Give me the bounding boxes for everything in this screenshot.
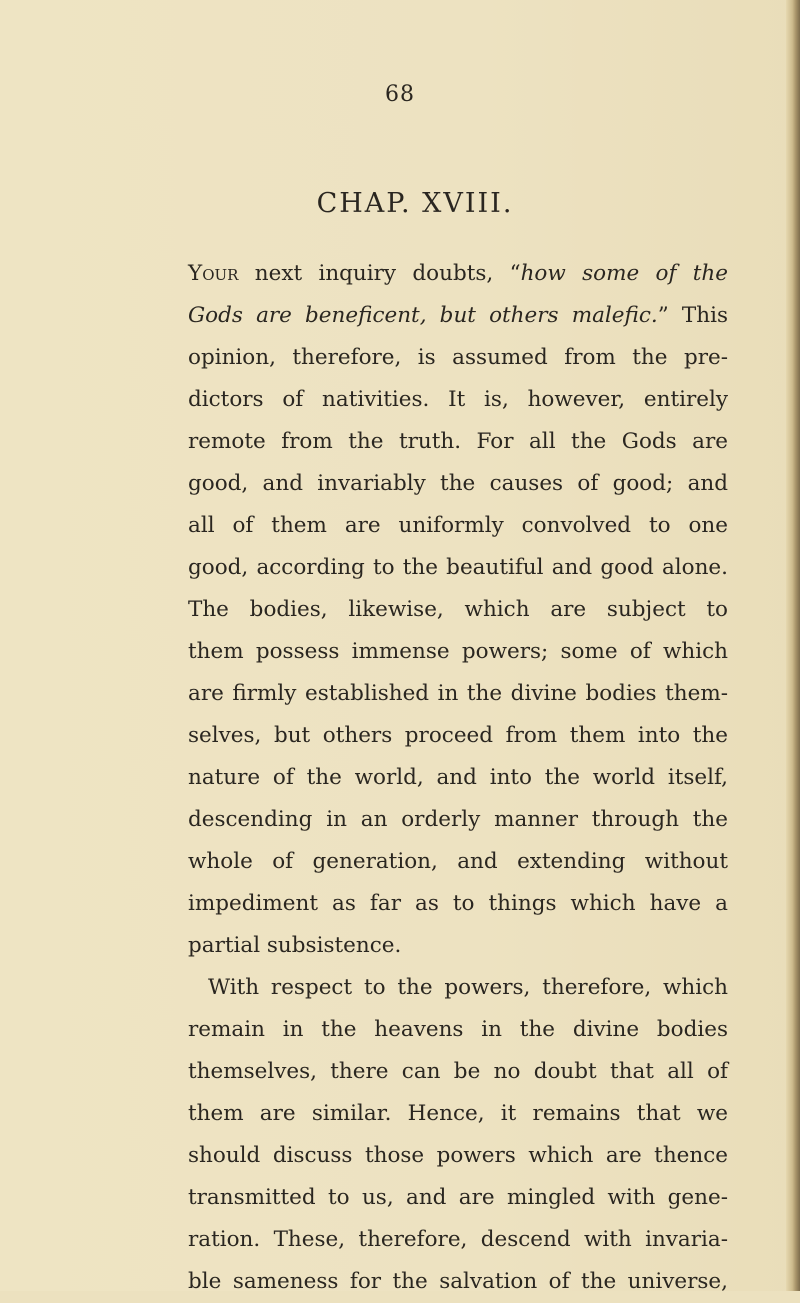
line-text: ” This [657,303,728,328]
text-line: descending in an orderly manner through the [188,807,728,832]
text-line: opinion, therefore, is assumed from the pre- [188,345,728,370]
text-line [188,295,728,337]
text-line: The bodies, likewise, which are subject to [188,597,728,622]
drop-word: Your [188,261,239,286]
italic-text: how some of the [520,261,728,286]
text-line: themselves, there can be no doubt that all of [188,1059,728,1084]
text-line: them possess immense powers; some of which [188,639,728,664]
page-number: 68 [385,82,415,107]
text-line: remain in the heavens in the divine bodies [188,1017,728,1042]
text-line: whole of generation, and extending without [188,849,728,874]
text-line: good, and invariably the causes of good; and [188,471,728,496]
chapter-title: CHAP. XVIII. [316,188,514,219]
text-line: transmitted to us, and are mingled with gene- [188,1185,728,1210]
text-line: nature of the world, and into the world itself, [188,765,728,790]
text-line: should discuss those powers which are thence [188,1143,728,1168]
text-line: dictors of nativities. It is, however, entirely [188,387,728,412]
text-line: ration. These, therefore, descend with invaria- [188,1227,728,1252]
text-line: impediment as far as to things which have a [188,891,728,916]
text-line: all of them are uniformly convolved to one [188,513,728,538]
italic-text: Gods are beneficent, but others malefic. [188,303,658,328]
text-line: With respect to the powers, therefore, which [208,975,728,1000]
text-line: ble sameness for the salvation of the universe, [188,1269,728,1294]
text-line: are firmly established in the divine bodies them- [188,681,728,706]
text-line [188,253,728,295]
text-line: partial subsistence. [188,933,402,958]
text-line: good, according to the beautiful and good alone. [188,555,728,580]
text-line: selves, but others proceed from them into the [188,723,728,748]
text-line: remote from the truth. For all the Gods are [188,429,728,454]
line-text: next inquiry doubts, “ [238,261,521,286]
text-line: them are similar. Hence, it remains that we [188,1101,728,1126]
body-text [188,253,728,1303]
